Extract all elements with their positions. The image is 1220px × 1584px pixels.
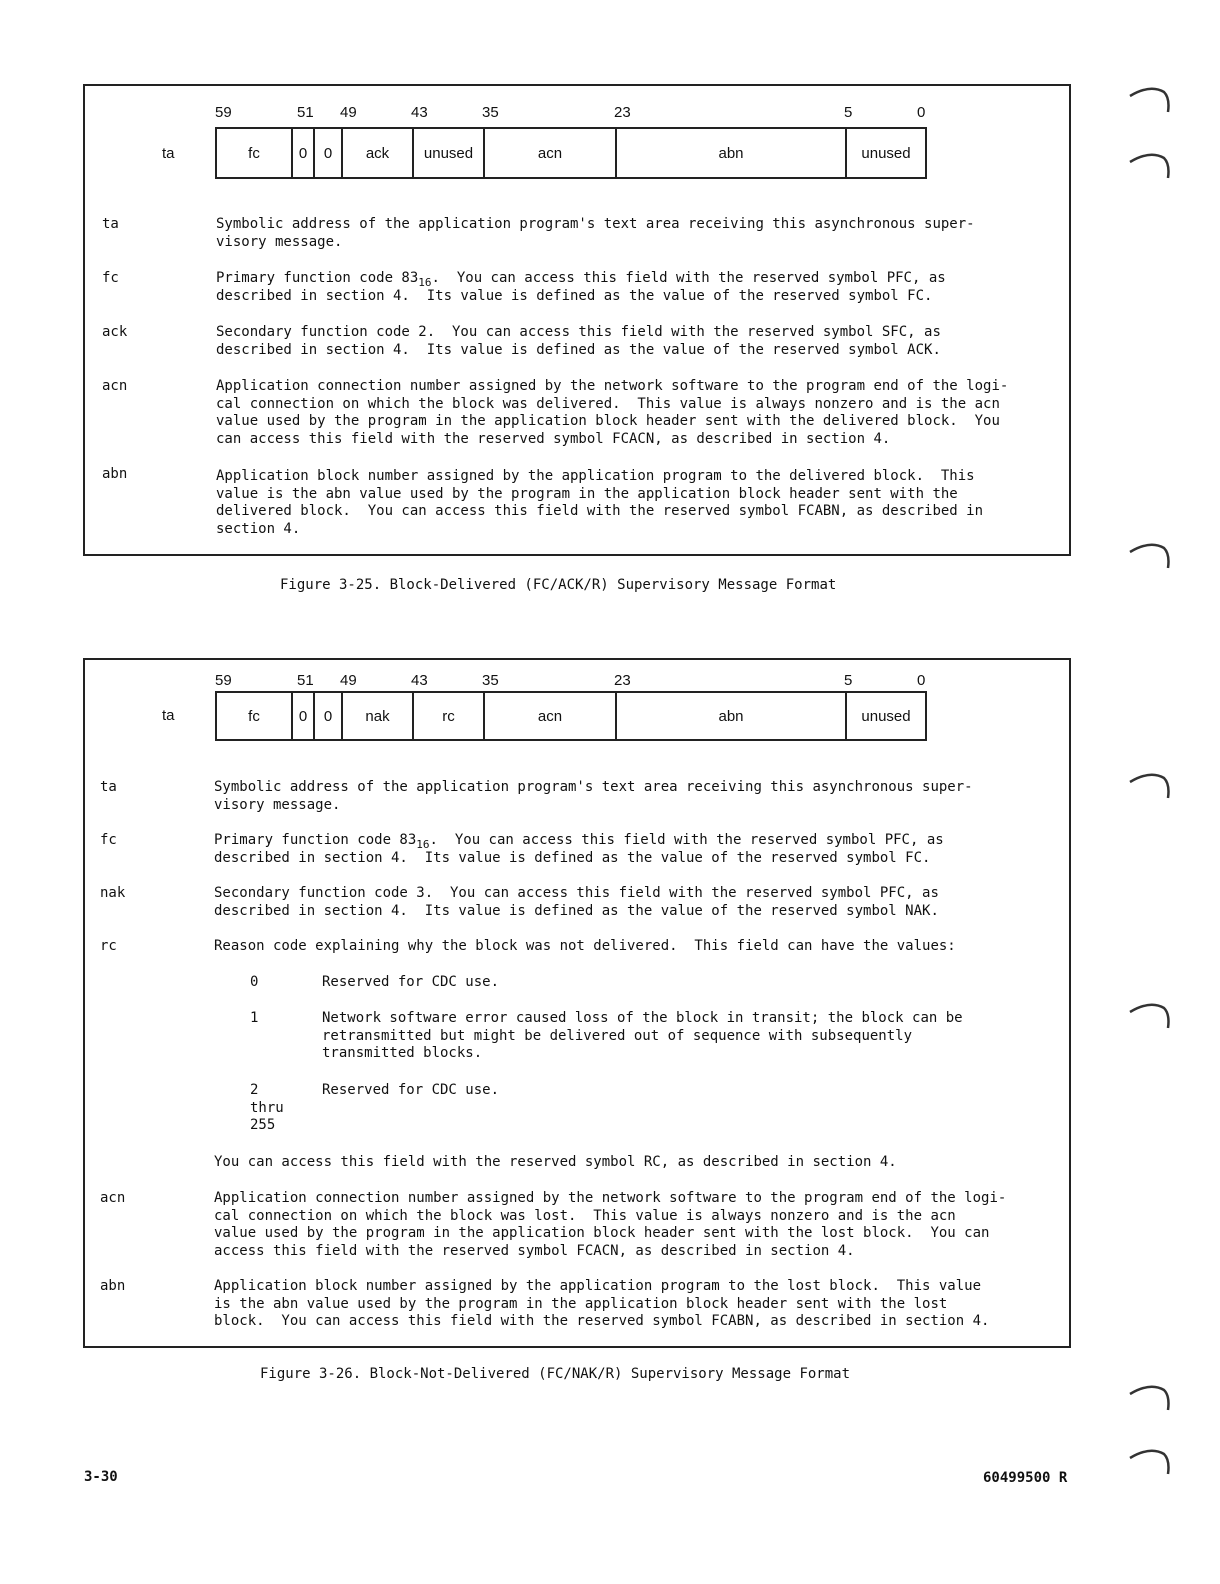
binder-hole-icon xyxy=(1128,84,1172,114)
binder-hole-icon xyxy=(1128,1000,1172,1030)
field-rc: rc xyxy=(414,693,485,739)
term-acn: acn xyxy=(102,378,128,394)
bit-0: 0 xyxy=(917,104,926,121)
row-label-ta: ta xyxy=(162,707,175,724)
field-fc: fc xyxy=(217,129,293,177)
figure-3-25-caption: Figure 3-25. Block-Delivered (FC/ACK/R) Supervisory Message Format xyxy=(280,577,837,593)
term-ta: ta xyxy=(102,216,119,232)
bit-35: 35 xyxy=(482,104,499,121)
bit-5: 5 xyxy=(844,672,853,689)
bit-23: 23 xyxy=(614,672,631,689)
desc-acn: Application connection number assigned by the network software to the program end of the logi- cal connection on which the block was lost. This value is always nonzero and is the acn value used by the program in the application block header sent with the lost block. You can access this field with the reserved symbol FCACN, as described in section 4. xyxy=(214,1190,1007,1259)
message-field-row xyxy=(215,127,927,179)
field-zero-1: 0 xyxy=(293,693,315,739)
bit-49: 49 xyxy=(340,672,357,689)
desc-rc: Reason code explaining why the block was not delivered. This field can have the values: xyxy=(214,938,956,954)
field-abn: abn xyxy=(617,693,847,739)
binder-hole-icon xyxy=(1128,1446,1172,1476)
term-nak: nak xyxy=(100,885,126,901)
bit-43: 43 xyxy=(411,672,428,689)
term-fc: fc xyxy=(102,270,119,286)
term-abn: abn xyxy=(100,1278,126,1294)
rc-desc-2: Reserved for CDC use. xyxy=(322,1082,500,1098)
rc-desc-0: Reserved for CDC use. xyxy=(322,974,500,990)
bit-59: 59 xyxy=(215,672,232,689)
binder-hole-icon xyxy=(1128,1382,1172,1412)
term-acn: acn xyxy=(100,1190,126,1206)
field-unused: unused xyxy=(414,129,485,177)
term-abn: abn xyxy=(102,466,128,482)
rc-code-2: 2 thru 255 xyxy=(250,1082,284,1133)
field-zero-2: 0 xyxy=(315,129,343,177)
bit-0: 0 xyxy=(917,672,926,689)
term-ta: ta xyxy=(100,779,117,795)
rc-code-0: 0 xyxy=(250,974,259,990)
desc-nak: Secondary function code 3. You can access this field with the reserved symbol PFC, as described in section 4. Its value is defined as the value of the reserved symbol NAK. xyxy=(214,885,939,919)
field-nak: nak xyxy=(343,693,414,739)
document-number: 60499500 R xyxy=(983,1470,1068,1486)
bit-59: 59 xyxy=(215,104,232,121)
term-ack: ack xyxy=(102,324,128,340)
desc-ta: Symbolic address of the application program's text area receiving this asynchronous super- visory message. xyxy=(216,216,975,250)
bit-43: 43 xyxy=(411,104,428,121)
binder-hole-icon xyxy=(1128,150,1172,180)
page-number: 3-30 xyxy=(84,1469,118,1485)
field-ack: ack xyxy=(343,129,414,177)
row-label-ta: ta xyxy=(162,145,175,162)
bit-51: 51 xyxy=(297,672,314,689)
rc-code-1: 1 xyxy=(250,1010,259,1026)
field-zero-2: 0 xyxy=(315,693,343,739)
desc-abn: Application block number assigned by the application program to the lost block. This value is the abn value used by the program in the application block header sent with the lost block. You can access this field with the reserved symbol FCABN, as described in section 4. xyxy=(214,1278,990,1329)
term-rc: rc xyxy=(100,938,117,954)
desc-acn: Application connection number assigned by the network software to the program end of the logi- cal connection on which the block was delivered. This value is always nonzero and is the acn value used by the program in the application block header sent with the delivered block. You can access this field with the reserved symbol FCACN, as described in section 4. xyxy=(216,378,1009,447)
desc-abn: Application block number assigned by the application program to the delivered block. This value is the abn value used by the program in the application block header sent with the delivered block. You can access this field with the reserved symbol FCABN, as described in section 4. xyxy=(216,468,984,537)
figure-3-26-caption: Figure 3-26. Block-Not-Delivered (FC/NAK/R) Supervisory Message Format xyxy=(260,1366,851,1382)
field-unused-end: unused xyxy=(861,144,911,162)
binder-hole-icon xyxy=(1128,540,1172,570)
bit-49: 49 xyxy=(340,104,357,121)
message-field-row xyxy=(215,691,927,741)
rc-desc-1: Network software error caused loss of the block in transit; the block can be retransmitted but might be delivered out of sequence with subsequently transmitted blocks. xyxy=(322,1010,963,1061)
field-acn: acn xyxy=(485,129,617,177)
rc-note: You can access this field with the reserved symbol RC, as described in section 4. xyxy=(214,1154,897,1170)
desc-fc: Primary function code $83_{16}$. You can access this field with the reserved symbol PFC, as described in section 4. Its value is defined as the value of the reserved symbol FC. xyxy=(216,270,946,304)
field-abn: abn xyxy=(617,129,847,177)
field-zero-1: 0 xyxy=(293,129,315,177)
desc-ta: Symbolic address of the application program's text area receiving this asynchronous super- visory message. xyxy=(214,779,973,813)
field-acn: acn xyxy=(485,693,617,739)
term-fc: fc xyxy=(100,832,117,848)
field-unused-end: unused xyxy=(861,707,911,725)
field-fc: fc xyxy=(217,693,293,739)
bit-5: 5 xyxy=(844,104,853,121)
binder-hole-icon xyxy=(1128,770,1172,800)
bit-51: 51 xyxy=(297,104,314,121)
desc-ack: Secondary function code 2. You can access this field with the reserved symbol SFC, as described in section 4. Its value is defined as the value of the reserved symbol ACK. xyxy=(216,324,941,358)
bit-23: 23 xyxy=(614,104,631,121)
bit-35: 35 xyxy=(482,672,499,689)
desc-fc: Primary function code $83_{16}$. You can access this field with the reserved symbol PFC, as described in section 4. Its value is defined as the value of the reserved symbol FC. xyxy=(214,832,944,866)
